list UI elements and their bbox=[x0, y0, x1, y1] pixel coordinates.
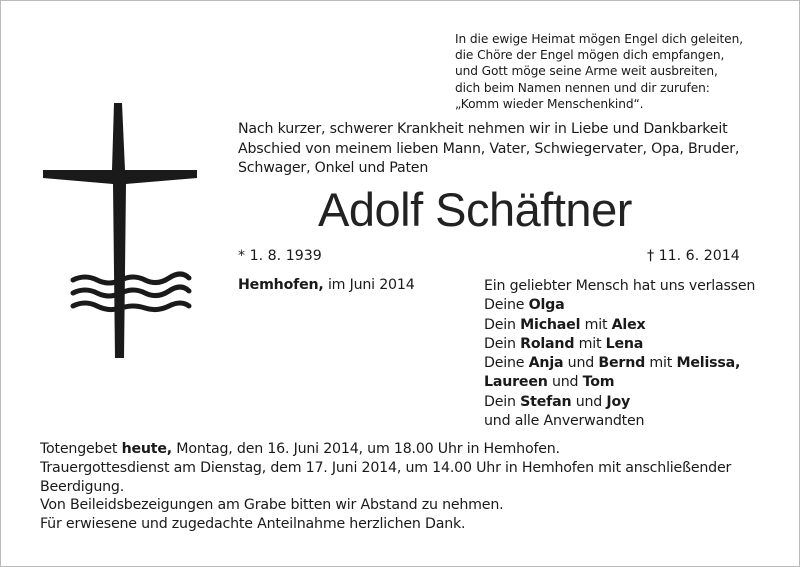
intro-line: Schwager, Onkel und Paten bbox=[238, 160, 429, 176]
poem-line: die Chöre der Engel mögen dich empfangen, bbox=[455, 48, 725, 63]
family-intro: Ein geliebter Mensch hat uns verlassen bbox=[484, 278, 756, 294]
family-line bbox=[484, 354, 755, 373]
family-line bbox=[484, 373, 755, 392]
deceased-name: Adolf Schäftner bbox=[318, 183, 632, 236]
family-line bbox=[484, 296, 755, 315]
footer-line: Von Beileidsbezeigungen am Grabe bitten wir Abstand zu nehmen. bbox=[40, 497, 504, 514]
poem-line: In die ewige Heimat mögen Engel dich geleiten, bbox=[455, 32, 743, 46]
poem bbox=[455, 31, 743, 112]
service-info bbox=[40, 440, 731, 534]
text-segment: Laureen bbox=[484, 374, 548, 391]
text-segment: Dein bbox=[484, 393, 516, 410]
text-segment: mit bbox=[578, 335, 602, 352]
text-segment: Totengebet bbox=[40, 441, 118, 457]
family-line bbox=[484, 393, 755, 412]
text-segment: mit bbox=[584, 316, 608, 333]
text-segment: und bbox=[567, 355, 595, 372]
intro-text bbox=[238, 120, 739, 179]
text-segment: Stefan bbox=[520, 393, 572, 410]
text-segment: Bernd bbox=[598, 355, 646, 372]
text-segment: Lena bbox=[605, 335, 644, 352]
poem-line: dich beim Namen nennen und dir zurufen: bbox=[455, 80, 710, 95]
text-segment: Alex bbox=[611, 316, 646, 333]
text-segment: Dein bbox=[484, 316, 516, 333]
intro-line: Nach kurzer, schwerer Krankheit nehmen wir in Liebe und Dankbarkeit bbox=[238, 121, 728, 137]
cross-with-waves-icon bbox=[40, 100, 205, 362]
family-line bbox=[484, 335, 755, 354]
text-segment: Anja bbox=[528, 355, 564, 372]
death-date: † 11. 6. 2014 bbox=[647, 248, 740, 264]
footer-line: Für erwiesene und zugedachte Anteilnahme herzlichen Dank. bbox=[40, 516, 466, 533]
poem-line: und Gott möge seine Arme weit ausbreiten, bbox=[455, 64, 718, 79]
text-segment: heute, bbox=[121, 441, 172, 457]
family-closing: und alle Anverwandten bbox=[484, 413, 645, 430]
family-line bbox=[484, 316, 755, 335]
text-segment: Michael bbox=[520, 316, 581, 333]
birth-date: * 1. 8. 1939 bbox=[238, 248, 322, 264]
text-segment: Joy bbox=[606, 393, 631, 410]
family-list bbox=[484, 277, 755, 431]
poem-line: „Komm wieder Menschenkind“. bbox=[455, 96, 644, 111]
place-month: im Juni 2014 bbox=[327, 277, 415, 293]
text-segment: Deine bbox=[484, 355, 525, 372]
text-segment: Dein bbox=[484, 335, 516, 352]
place-date bbox=[238, 277, 415, 293]
footer-line bbox=[40, 440, 731, 459]
text-segment: Melissa, bbox=[676, 355, 741, 372]
text-segment: Montag, den 16. Juni 2014, um 18.00 Uhr in Hemhofen. bbox=[176, 441, 560, 457]
intro-line: Abschied von meinem lieben Mann, Vater, Schwiegervater, Opa, Bruder, bbox=[238, 140, 740, 157]
footer-line: Beerdigung. bbox=[40, 478, 125, 495]
text-segment: Deine bbox=[484, 297, 525, 314]
text-segment: Olga bbox=[528, 297, 565, 314]
text-segment: und bbox=[551, 374, 579, 391]
place-town: Hemhofen, bbox=[238, 277, 324, 293]
text-segment: Roland bbox=[520, 335, 575, 352]
text-segment: mit bbox=[649, 355, 673, 372]
text-segment: Tom bbox=[582, 374, 615, 391]
text-segment: und bbox=[575, 393, 603, 410]
footer-line: Trauergottesdienst am Dienstag, dem 17. Juni 2014, um 14.00 Uhr in Hemhofen mit anschließender bbox=[40, 459, 732, 476]
